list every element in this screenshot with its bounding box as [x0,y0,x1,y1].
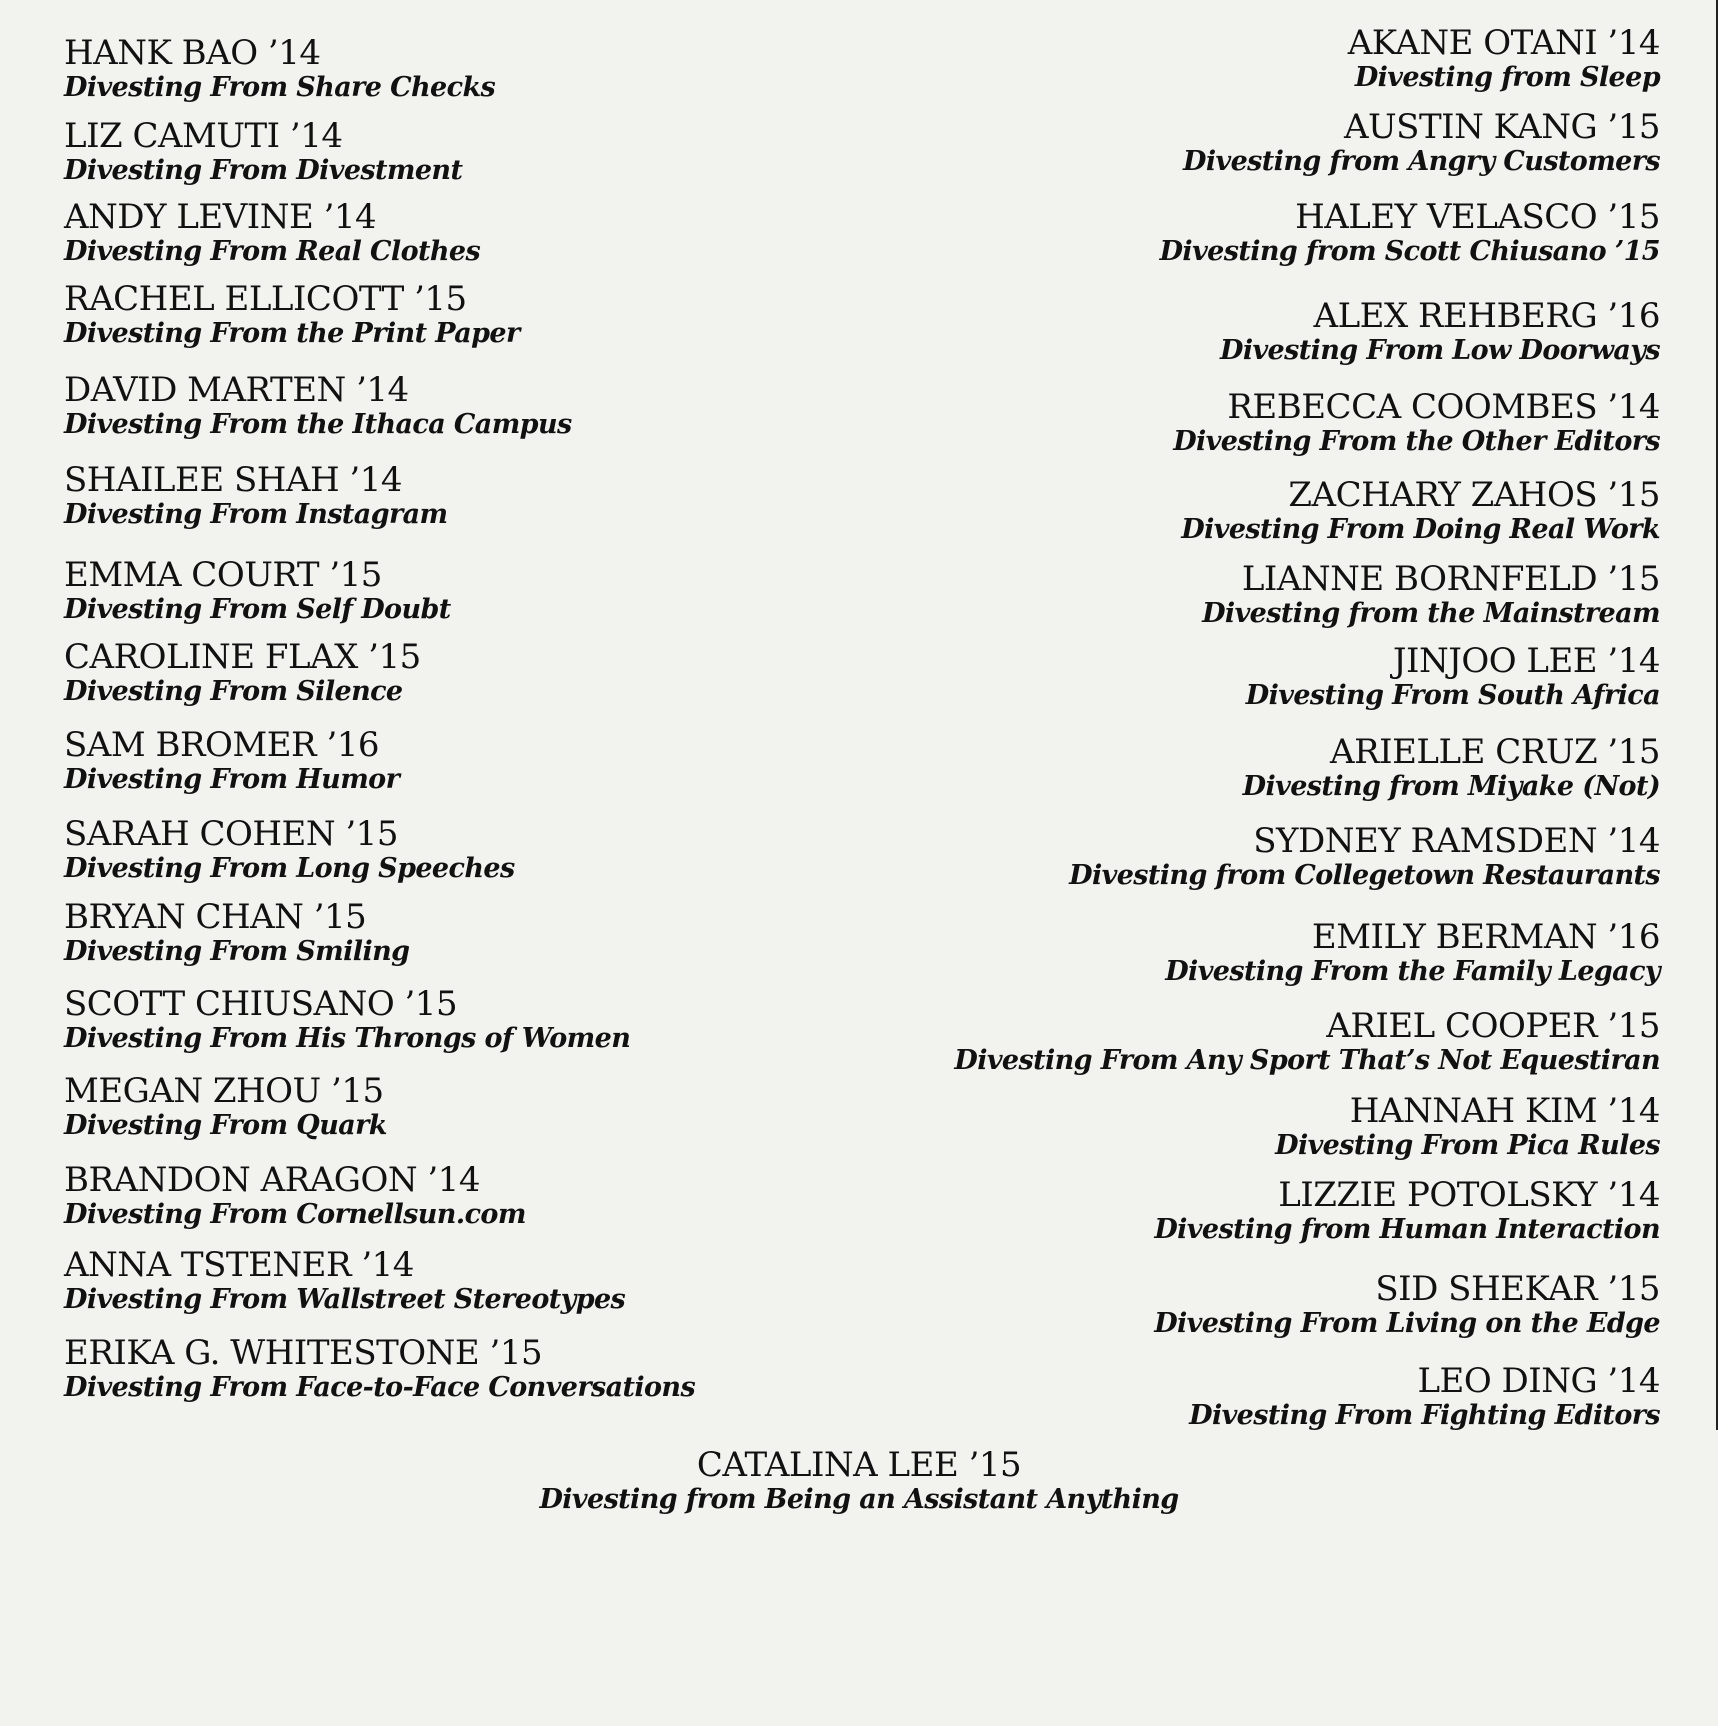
staff-entry [1154,1176,1660,1246]
staff-tagline: Divesting From Quark [64,1110,387,1141]
staff-entry [64,638,421,708]
staff-entry [1183,108,1660,178]
staff-entry [1154,1270,1660,1340]
staff-name: MEGAN ZHOU ’15 [64,1071,384,1111]
staff-tagline: Divesting From the Ithaca Campus [64,409,572,440]
staff-name: SID SHEKAR ’15 [1375,1269,1660,1309]
staff-entry [1069,822,1660,892]
staff-tagline: Divesting From Living on the Edge [1154,1308,1660,1339]
staff-name: ARIEL COOPER ’15 [1326,1006,1660,1046]
staff-tagline: Divesting From Cornellsun.com [64,1199,526,1230]
staff-tagline: Divesting From Fighting Editors [1189,1400,1660,1431]
staff-entry [64,461,447,531]
staff-entry [64,1334,695,1404]
staff-tagline: Divesting from Sleep [1354,62,1660,93]
staff-name: SYDNEY RAMSDEN ’14 [1253,821,1660,861]
staff-entry [64,34,495,104]
staff-entry [64,1072,387,1142]
staff-name: BRANDON ARAGON ’14 [64,1160,480,1200]
staff-tagline: Divesting From Instagram [64,499,448,530]
staff-tagline: Divesting From the Print Paper [64,318,520,349]
staff-tagline: Divesting from Scott Chiusano ’15 [1159,236,1660,267]
staff-name: CAROLINE FLAX ’15 [64,637,421,677]
staff-tagline: Divesting From the Other Editors [1173,426,1660,457]
staff-entry [64,280,520,350]
staff-entry [1160,198,1660,268]
staff-tagline: Divesting from Being an Assistant Anything [539,1484,1179,1515]
staff-tagline: Divesting From Wallstreet Stereotypes [64,1284,626,1315]
staff-tagline: Divesting From the Family Legacy [1165,956,1660,987]
staff-tagline: Divesting from Angry Customers [1183,146,1660,177]
staff-entry [64,898,409,968]
staff-tagline: Divesting From Smiling [64,936,410,967]
staff-name: LIZ CAMUTI ’14 [64,116,343,156]
staff-entry [1181,476,1660,546]
staff-tagline: Divesting from Human Interaction [1154,1214,1660,1245]
staff-entry [1173,388,1660,458]
staff-name: ANNA TSTENER ’14 [64,1245,414,1285]
staff-entry [1220,297,1660,367]
staff-tagline: Divesting From Share Checks [64,72,496,103]
staff-tagline: Divesting From Face-to-Face Conversations [64,1372,696,1403]
staff-name: HANK BAO ’14 [64,33,321,73]
staff-name: DAVID MARTEN ’14 [64,370,409,410]
staff-tagline: Divesting From Long Speeches [64,853,515,884]
staff-name: LEO DING ’14 [1417,1361,1660,1401]
staff-name: EMILY BERMAN ’16 [1311,917,1660,957]
staff-name: LIANNE BORNFELD ’15 [1241,559,1660,599]
staff-tagline: Divesting From Silence [64,676,403,707]
staff-name: HANNAH KIM ’14 [1349,1091,1660,1131]
staff-name: AUSTIN KANG ’15 [1343,107,1660,147]
staff-name: LIZZIE POTOLSKY ’14 [1278,1175,1660,1215]
staff-entry [64,556,451,626]
staff-name: ARIELLE CRUZ ’15 [1330,732,1660,772]
staff-tagline: Divesting From His Throngs of Women [64,1023,631,1054]
staff-name: SARAH COHEN ’15 [64,814,398,854]
staff-name: JINJOO LEE ’14 [1392,641,1660,681]
staff-name: REBECCA COOMBES ’14 [1227,387,1660,427]
staff-name: RACHEL ELLICOTT ’15 [64,279,467,319]
staff-tagline: Divesting From Doing Real Work [1181,514,1660,545]
staff-entry [1189,1362,1660,1432]
staff-tagline: Divesting from the Mainstream [1202,598,1660,629]
staff-tagline: Divesting from Miyake (Not) [1242,771,1660,802]
staff-name: SHAILEE SHAH ’14 [64,460,402,500]
staff-tagline: Divesting From Humor [64,764,400,795]
staff-tagline: Divesting From Any Sport That’s Not Equestiran [954,1045,1660,1076]
staff-tagline: Divesting From Divestment [64,155,463,186]
staff-tagline: Divesting From Self Doubt [64,594,451,625]
staff-entry [64,815,515,885]
staff-entry [64,985,630,1055]
staff-name: EMMA COURT ’15 [64,555,382,595]
staff-entry [64,117,462,187]
staff-name: ALEX REHBERG ’16 [1313,296,1660,336]
staff-name: BRYAN CHAN ’15 [64,897,367,937]
staff-name: ERIKA G. WHITESTONE ’15 [64,1333,543,1373]
staff-name: ANDY LEVINE ’14 [64,197,377,237]
staff-entry [64,726,399,796]
staff-entry [1348,24,1660,94]
staff-entry [1243,733,1660,803]
staff-name: CATALINA LEE ’15 [696,1445,1022,1485]
staff-entry [1275,1092,1660,1162]
staff-entry [64,1161,526,1231]
staff-entry [64,1246,625,1316]
staff-tagline: Divesting From Pica Rules [1275,1130,1660,1161]
staff-tagline: Divesting From Low Doorways [1220,335,1660,366]
staff-entry [1165,918,1660,988]
staff-entry [64,198,480,268]
staff-tagline: Divesting From South Africa [1245,680,1660,711]
staff-tagline: Divesting from Collegetown Restaurants [1069,860,1660,891]
staff-name: HALEY VELASCO ’15 [1295,197,1660,237]
staff-name: ZACHARY ZAHOS ’15 [1288,475,1660,515]
staff-name: SAM BROMER ’16 [64,725,380,765]
staff-tagline: Divesting From Real Clothes [64,236,481,267]
staff-entry [954,1007,1660,1077]
staff-name: AKANE OTANI ’14 [1347,23,1660,63]
staff-entry [64,371,572,441]
footer-staff-entry [0,1446,1718,1516]
staff-entry [1246,642,1660,712]
staff-name: SCOTT CHIUSANO ’15 [64,984,458,1024]
staff-entry [1202,560,1660,630]
